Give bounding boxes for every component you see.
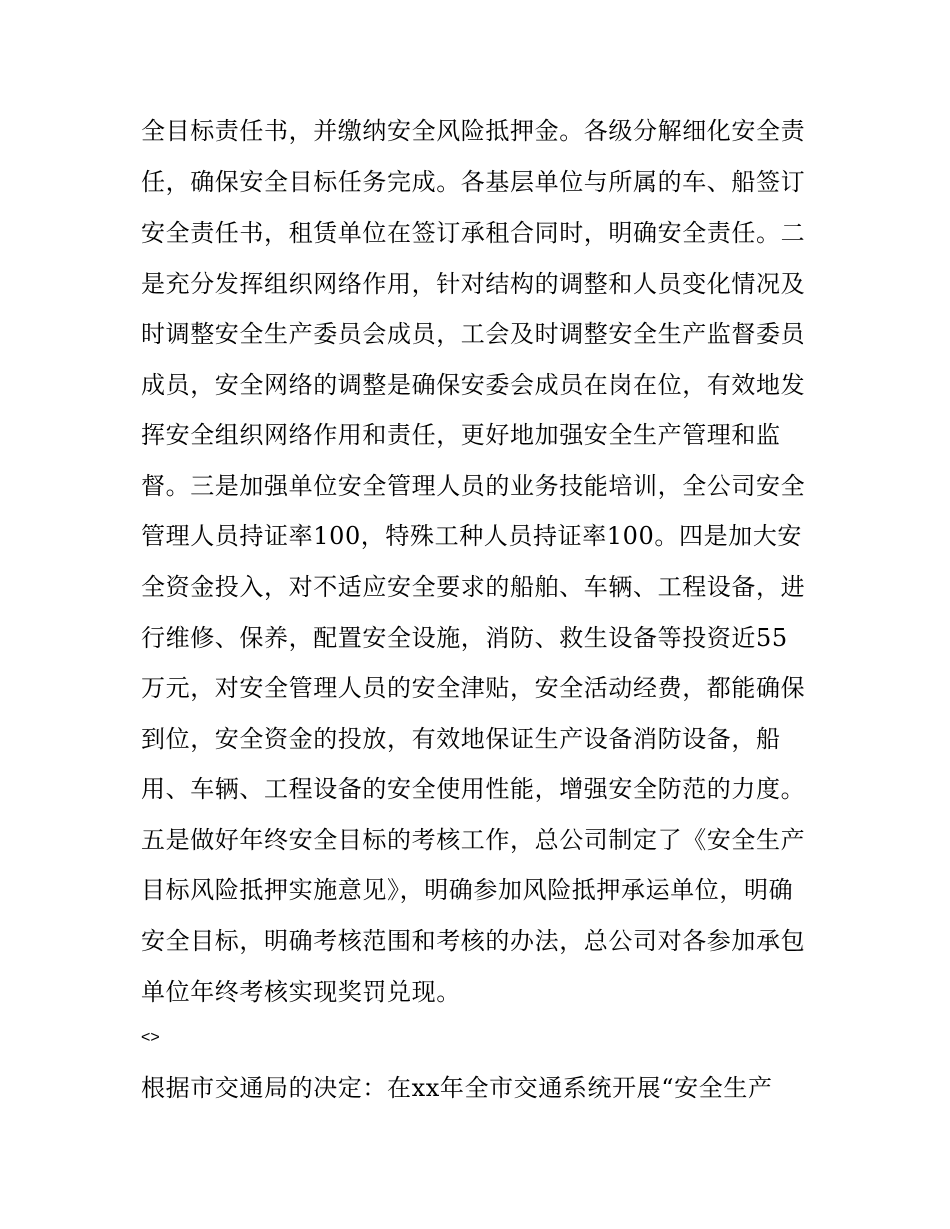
paragraph-line: 任，确保安全目标任务完成。各基层单位与所属的车、船签订: [141, 168, 806, 196]
paragraph-line: 单位年终考核实现奖罚兑现。: [141, 978, 461, 1006]
paragraph-line: 时调整安全生产委员会成员，工会及时调整安全生产监督委员: [141, 320, 806, 348]
paragraph-line: 全目标责任书，并缴纳安全风险抵押金。各级分解细化安全责: [141, 117, 806, 145]
paragraph-line: 成员，安全网络的调整是确保安委会成员在岗在位，有效地发: [141, 371, 806, 399]
paragraph-line: 挥安全组织网络作用和责任，更好地加强安全生产管理和监: [141, 421, 781, 449]
paragraph-line: 全资金投入，对不适应安全要求的船舶、车辆、工程设备，进: [141, 573, 806, 601]
paragraph-line: 五是做好年终安全目标的考核工作，总公司制定了《安全生产: [141, 826, 806, 854]
separator-marker: <>: [141, 1029, 160, 1046]
paragraph-line: 到位，安全资金的投放，有效地保证生产设备消防设备，船: [141, 725, 781, 753]
paragraph-line: 万元，对安全管理人员的安全津贴，安全活动经费，都能确保: [141, 674, 806, 702]
paragraph-line: 目标风险抵押实施意见》，明确参加风险抵押承运单位，明确: [141, 876, 794, 904]
paragraph-line: 安全责任书，租赁单位在签订承租合同时，明确安全责任。二: [141, 219, 806, 247]
paragraph-line: 用、车辆、工程设备的安全使用性能，增强安全防范的力度。: [141, 775, 806, 803]
paragraph-line: 根据市交通局的决定：在xx年全市交通系统开展“安全生产: [141, 1074, 773, 1102]
paragraph-line: 管理人员持证率100，特殊工种人员持证率100。四是加大安: [141, 522, 803, 550]
paragraph-line: 是充分发挥组织网络作用，针对结构的调整和人员变化情况及: [141, 270, 806, 298]
paragraph-line: 安全目标，明确考核范围和考核的办法，总公司对各参加承包: [141, 927, 806, 955]
paragraph-line: 督。三是加强单位安全管理人员的业务技能培训，全公司安全: [141, 472, 806, 500]
paragraph-line: 行维修、保养，配置安全设施，消防、救生设备等投资近55: [141, 624, 788, 652]
